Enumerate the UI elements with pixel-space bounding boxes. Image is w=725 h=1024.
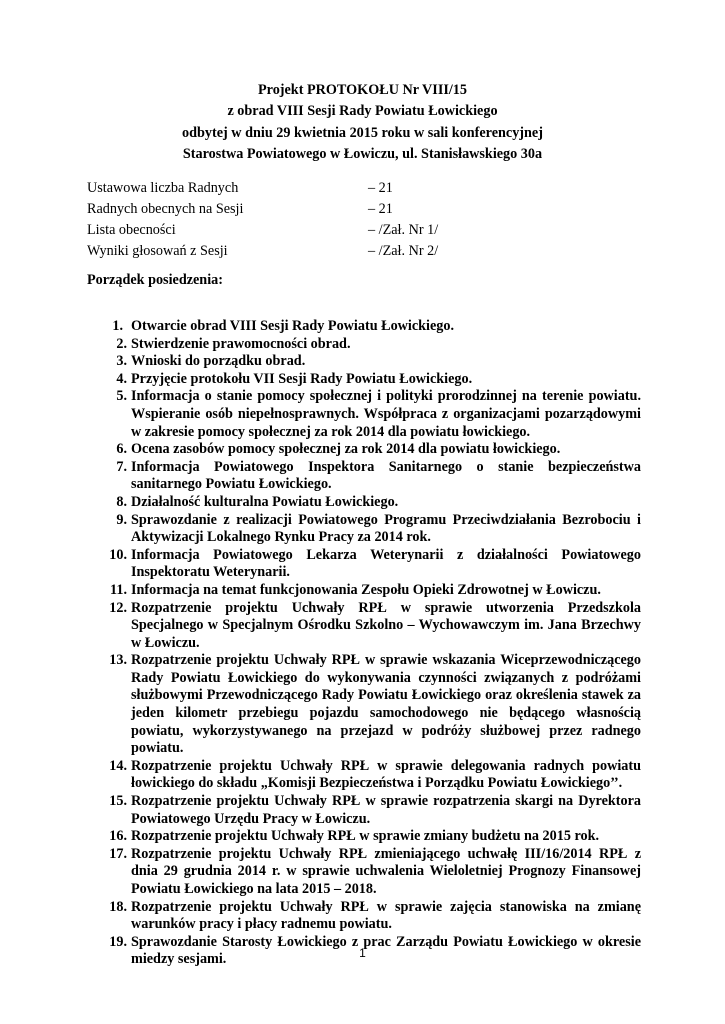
agenda-item-text: Przyjęcie protokołu VII Sesji Rady Powiatu Łowickiego. xyxy=(131,370,473,387)
agenda-item-number: 17. xyxy=(109,845,127,862)
attendance-row xyxy=(87,199,607,220)
agenda-item-number: 7. xyxy=(116,458,127,475)
attendance-row xyxy=(87,178,607,199)
document-header xyxy=(0,80,725,165)
agenda-item-text: Działalność kulturalna Powiatu Łowickiego. xyxy=(131,493,399,510)
header-date: odbytej w dniu 29 kwietnia 2015 roku w sali konferencyjnej xyxy=(182,124,543,141)
agenda-item-number: 8. xyxy=(116,493,127,510)
agenda-item-text: Ocena zasobów pomocy społecznej za rok 2014 dla powiatu łowickiego. xyxy=(131,441,561,458)
agenda-item xyxy=(87,371,641,389)
agenda-item-number: 15. xyxy=(109,793,127,810)
agenda-item xyxy=(87,600,641,653)
agenda-item-text: Rozpatrzenie projektu Uchwały RPŁ w sprawie zajęcia stanowiska na zmianę warunków pracy i płacy radnemu powiatu. xyxy=(131,898,641,933)
agenda-item-number: 9. xyxy=(116,511,127,528)
attendance-table xyxy=(87,178,607,262)
agenda-item-number: 11. xyxy=(110,581,127,598)
agenda-item-number: 4. xyxy=(116,370,127,387)
agenda-item xyxy=(87,758,641,793)
agenda-item-number: 5. xyxy=(116,388,127,405)
agenda-item-text: Otwarcie obrad VIII Sesji Rady Powiatu Łowickiego. xyxy=(131,318,455,334)
agenda-item-text: Rozpatrzenie projektu Uchwały RPŁ w sprawie rozpatrzenia skargi na Dyrektora Powiatowego Urzędu Pracy w Łowiczu. xyxy=(131,793,641,827)
agenda-item-text: Wnioski do porządku obrad. xyxy=(131,353,306,370)
agenda-item-text: Informacja na temat funkcjonowania Zespołu Opieki Zdrowotnej w Łowiczu. xyxy=(131,581,601,598)
agenda-item-text: Informacja o stanie pomocy społecznej i polityki prorodzinnej na terenie powiatu. Wspieranie osób niepełnosprawnych. Współpraca z organizacjami pozarządowymi w zakresie pomocy społecznej za rok 2014 dla powiatu łowickiego. xyxy=(131,388,641,440)
agenda-item xyxy=(87,459,641,494)
agenda-item-number: 10. xyxy=(109,546,127,563)
agenda-item xyxy=(87,547,641,582)
attendance-label: Radnych obecnych na Sesji xyxy=(87,201,244,217)
attendance-label: Ustawowa liczba Radnych xyxy=(87,180,239,196)
agenda-item-text: Rozpatrzenie projektu Uchwały RPŁ w sprawie wskazania Wiceprzewodniczącego Rady Powiatu Łowickiego do wykonywania czynności związanych z podróżami służbowymi Przewodniczącego Rady Powiatu Łowickiego oraz określenia stawek za jeden kilometr przebiegu pojazdu samochodowego nie będącego własnością powiatu, wykorzystywanego na przejazd w podróży służbowej przez radnego powiatu. xyxy=(131,652,641,757)
agenda-item-text: Rozpatrzenie projektu Uchwały RPŁ zmieniającego uchwałę III/16/2014 RPŁ z dnia 29 grudnia 2014 r. w sprawie uchwalenia Wieloletniej Prognozy Finansowej Powiatu Łowickiego na lata 2015 – 2018. xyxy=(131,845,641,897)
attendance-label: Lista obecności xyxy=(87,222,176,238)
agenda-item-text: Stwierdzenie prawomocności obrad. xyxy=(131,335,351,352)
agenda-item-number: 16. xyxy=(109,828,127,845)
agenda-item-number: 1. xyxy=(112,318,123,334)
agenda-item xyxy=(87,582,641,600)
agenda-item xyxy=(87,793,641,828)
attendance-label: Wyniki głosowań z Sesji xyxy=(87,243,228,259)
page-number: 1 xyxy=(359,946,366,960)
agenda-item xyxy=(87,899,641,934)
attendance-value: – 21 xyxy=(368,201,393,217)
agenda-item xyxy=(87,494,641,512)
agenda-item xyxy=(87,441,641,459)
agenda-item-text: Rozpatrzenie projektu Uchwały RPŁ w sprawie zmiany budżetu na 2015 rok. xyxy=(131,828,600,845)
agenda-item-number: 2. xyxy=(116,335,127,352)
agenda-item-text: Informacja Powiatowego Lekarza Weterynarii z działalności Powiatowego Inspektoratu Weterynarii. xyxy=(131,546,641,581)
agenda-item-number: 19. xyxy=(109,933,127,950)
attendance-row xyxy=(87,241,607,262)
agenda-item xyxy=(87,828,641,846)
attendance-value: – /Zał. Nr 1/ xyxy=(368,222,439,238)
agenda-item xyxy=(87,388,641,441)
agenda-item-text: Sprawozdanie z realizacji Powiatowego Programu Przeciwdziałania Bezrobociu i Aktywizacji Lokalnego Rynku Pracy za 2014 rok. xyxy=(131,511,641,546)
header-location: Starostwa Powiatowego w Łowiczu, ul. Stanisławskiego 30a xyxy=(182,145,543,162)
agenda-item xyxy=(87,353,641,371)
agenda-item-number: 14. xyxy=(109,757,127,774)
agenda-item xyxy=(87,512,641,547)
agenda-item-text: Informacja Powiatowego Inspektora Sanitarnego o stanie bezpieczeństwa sanitarnego Powiatu Łowickiego. xyxy=(131,458,641,493)
agenda-title: Porządek posiedzenia: xyxy=(87,272,223,288)
agenda-item-number: 18. xyxy=(109,898,127,915)
attendance-value: – /Zał. Nr 2/ xyxy=(368,243,439,259)
agenda-item xyxy=(87,846,641,899)
agenda-item-text: Sprawozdanie Starosty Łowickiego z prac Zarządu Powiatu Łowickiego w okresie miedzy sesjami. xyxy=(131,933,641,968)
agenda-item xyxy=(87,652,641,758)
agenda-item-number: 13. xyxy=(109,652,127,669)
header-session: z obrad VIII Sesji Rady Powiatu Łowickiego xyxy=(227,103,498,120)
agenda-item-number: 3. xyxy=(116,353,127,370)
attendance-value: – 21 xyxy=(368,180,393,196)
agenda-item xyxy=(87,318,641,336)
agenda-item-text: Rozpatrzenie projektu Uchwały RPŁ w sprawie delegowania radnych powiatu łowickiego do składu „Komisji Bezpieczeństwa i Porządku Powiatu Łowickiego’’. xyxy=(131,757,641,792)
agenda-item-number: 6. xyxy=(116,441,127,458)
header-title: Projekt PROTOKOŁU Nr VIII/15 xyxy=(257,82,467,98)
agenda-item-number: 12. xyxy=(109,599,127,616)
agenda-list xyxy=(87,318,641,969)
agenda-item xyxy=(87,336,641,354)
attendance-row xyxy=(87,220,607,241)
agenda-item-text: Rozpatrzenie projektu Uchwały RPŁ w sprawie utworzenia Przedszkola Specjalnego w Specjalnym Ośrodku Szkolno – Wychowawczym im. Jana Brzechwy w Łowiczu. xyxy=(131,599,641,651)
